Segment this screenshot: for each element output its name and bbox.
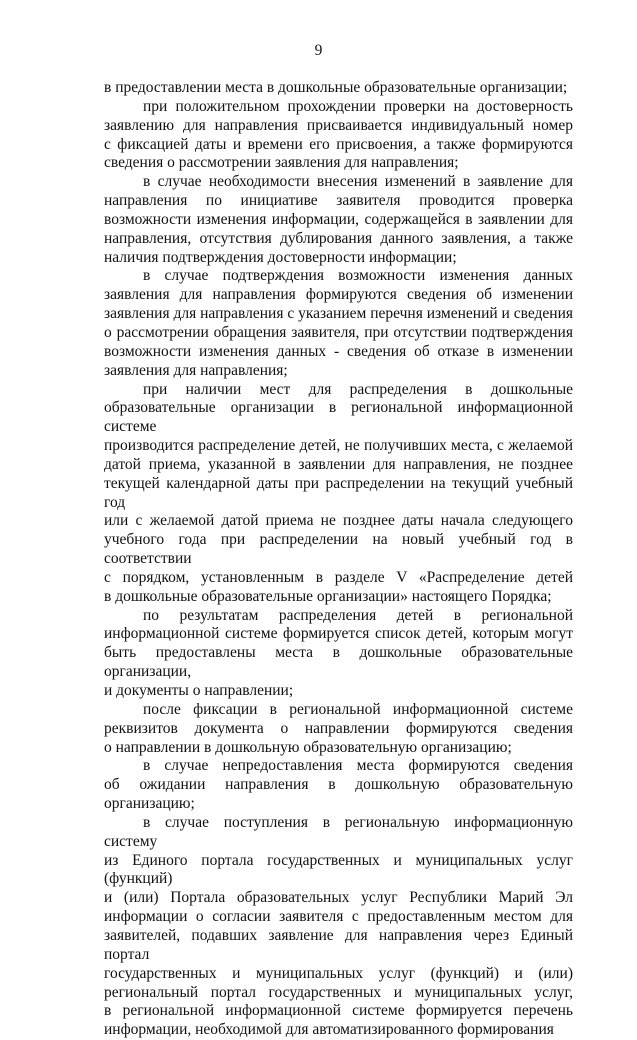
- text-line: информации, необходимой для автоматизированного формирования: [104, 1021, 554, 1039]
- text-line: заявления для направления;: [104, 361, 288, 379]
- text-line: региональный портал государственных и муниципальных услуг,: [104, 983, 573, 1001]
- paragraph: [104, 79, 573, 98]
- text-line: о направлении в дошкольную образовательную организацию;: [104, 738, 512, 756]
- document-body: [104, 79, 573, 1040]
- paragraph: [104, 98, 573, 173]
- text-line: с порядком, установленным в разделе V «Распределение детей: [104, 568, 573, 586]
- page-number: 9: [314, 42, 323, 59]
- text-line: в региональной информационной системе формируется перечень: [104, 1002, 573, 1020]
- paragraph: [104, 814, 573, 1040]
- text-line: информационной системе формируется список детей, которым могут: [104, 625, 573, 643]
- text-line: после фиксации в региональной информационной системе: [143, 700, 573, 718]
- text-line: учебного года при распределении на новый учебный год в соответствии: [104, 531, 573, 568]
- text-line: заявлению для направления присваивается индивидуальный номер: [104, 116, 573, 134]
- text-line: сведения о рассмотрении заявления для направления;: [104, 154, 459, 172]
- text-line: направления по инициативе заявителя проводится проверка: [104, 192, 573, 210]
- text-line: датой приема, указанной в заявлении для направления, не позднее: [104, 455, 573, 473]
- paragraph: [104, 267, 573, 380]
- paragraph: [104, 757, 573, 814]
- text-line: наличия подтверждения достоверности информации;: [104, 248, 457, 266]
- text-line: в случае поступления в региональную информационную систему: [104, 813, 573, 850]
- text-line: образовательные организации в региональной информационной системе: [104, 399, 573, 436]
- paragraph: [104, 173, 573, 267]
- text-line: возможности изменения информации, содержащейся в заявлении для: [104, 210, 573, 228]
- text-line: с фиксацией даты и времени его присвоения, а также формируются: [104, 135, 573, 153]
- text-line: информации о согласии заявителя с предоставленным местом для: [104, 908, 573, 926]
- text-line: в предоставлении места в дошкольные образовательные организации;: [104, 79, 568, 96]
- text-line: и документы о направлении;: [104, 682, 294, 699]
- text-line: возможности изменения данных - сведения об отказе в изменении: [104, 342, 573, 360]
- text-line: государственных и муниципальных услуг (функций) и (или): [104, 964, 573, 982]
- text-line: организацию;: [104, 795, 195, 813]
- text-line: производится распределение детей, не получивших места, с желаемой: [104, 437, 573, 455]
- paragraph: [104, 607, 573, 701]
- text-line: и (или) Портала образовательных услуг Республики Марий Эл: [104, 889, 573, 907]
- text-line: направления, отсутствия дублирования данного заявления, а также: [104, 229, 573, 247]
- text-line: в случае подтверждения возможности изменения данных: [143, 267, 573, 285]
- paragraph: [104, 381, 573, 607]
- text-line: в дошкольные образовательные организации» настоящего Порядка;: [104, 587, 552, 605]
- text-line: быть предоставлены места в дошкольные образовательные организации,: [104, 644, 573, 681]
- text-line: реквизитов документа о направлении формируются сведения: [104, 719, 573, 737]
- text-line: при положительном прохождении проверки на достоверность: [143, 97, 573, 115]
- text-line: заявления для направления формируются сведения об изменении: [104, 286, 573, 304]
- paragraph: [104, 701, 573, 758]
- text-line: при наличии мест для распределения в дошкольные: [143, 380, 573, 398]
- text-line: заявителей, подавших заявление для направления через Единый портал: [104, 926, 573, 963]
- text-line: об ожидании направления в дошкольную образовательную: [104, 776, 573, 794]
- text-line: или с желаемой датой приема не позднее даты начала следующего: [104, 512, 573, 530]
- text-line: заявления для направления с указанием перечня изменений и сведения: [104, 305, 573, 323]
- text-line: о рассмотрении обращения заявителя, при отсутствии подтверждения: [104, 323, 573, 341]
- text-line: по результатам распределения детей в региональной: [143, 606, 573, 624]
- text-line: текущей календарной даты при распределении на текущий учебный год: [104, 474, 573, 511]
- text-line: в случае непредоставления места формируются сведения: [143, 757, 573, 775]
- text-line: в случае необходимости внесения изменений в заявление для: [143, 173, 573, 191]
- text-line: из Единого портала государственных и муниципальных услуг (функций): [104, 851, 573, 888]
